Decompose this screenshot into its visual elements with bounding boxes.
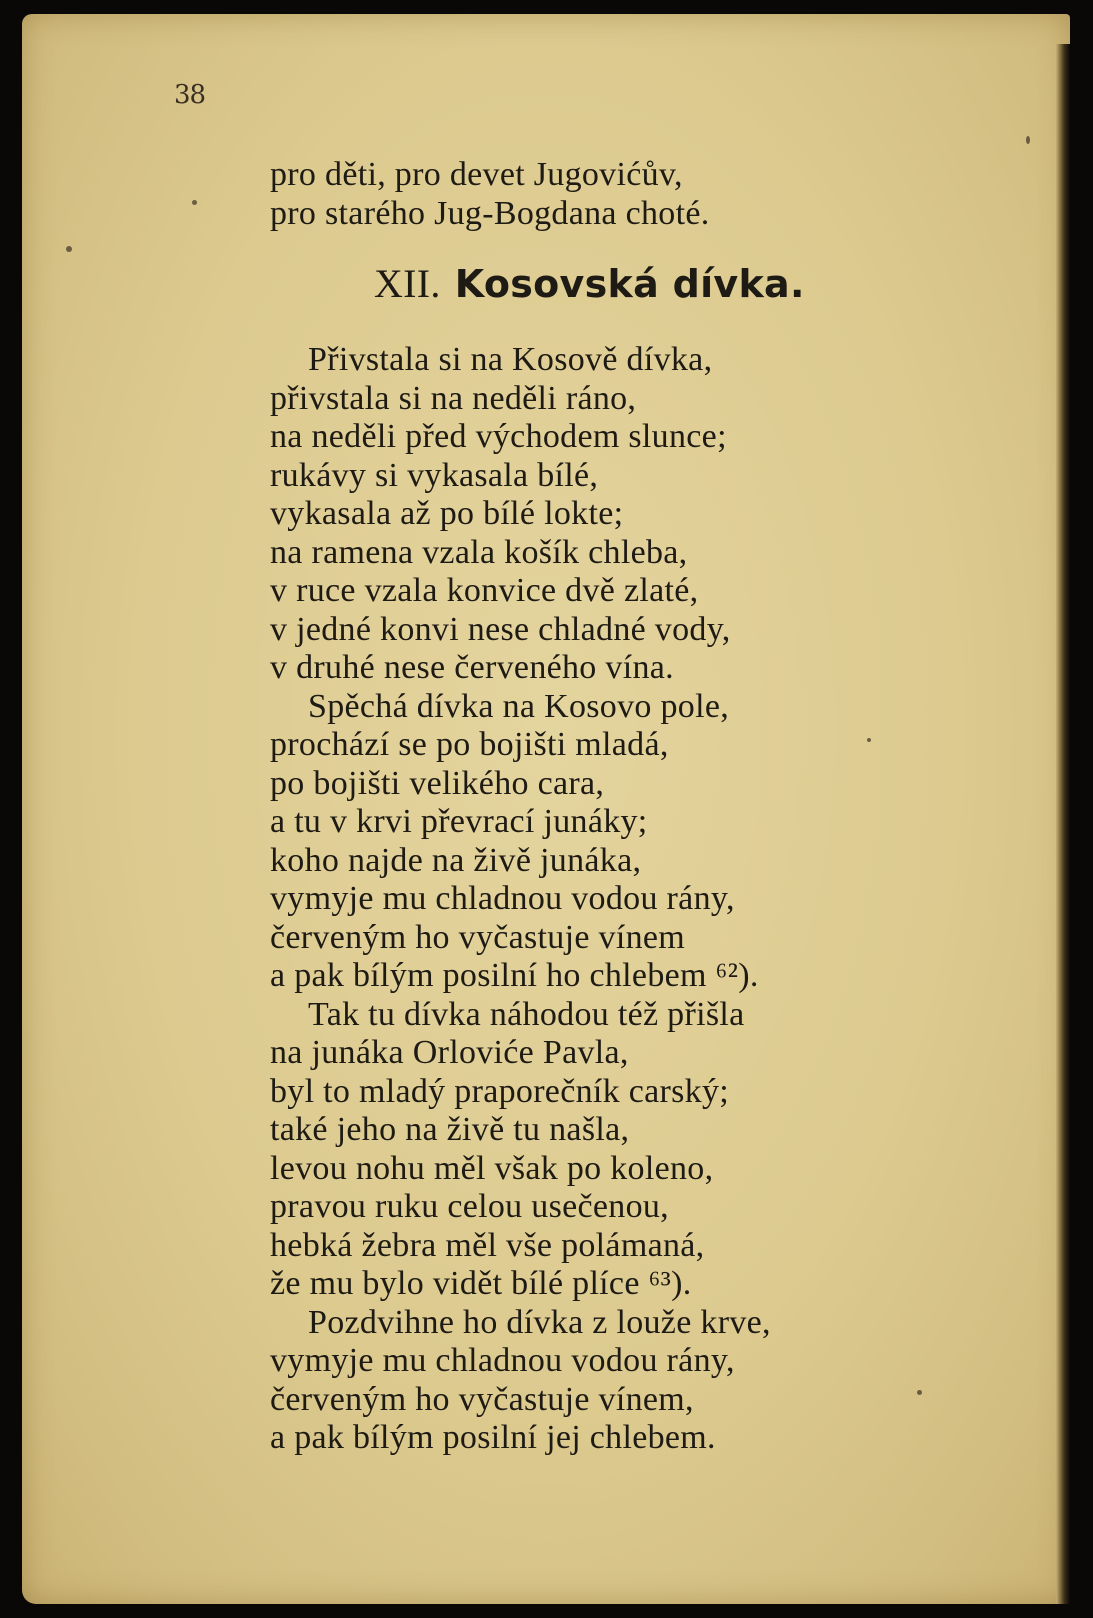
scan-speck (192, 200, 197, 205)
section-heading (270, 255, 970, 313)
verse-line: v ruce vzala konvice dvě zlaté, (270, 572, 699, 609)
stanza-1 (270, 341, 970, 688)
verse-line: pro starého Jug-Bogdana choté. (270, 194, 710, 232)
scan-speck (917, 1390, 922, 1395)
verse-line: rukávy si vykasala bílé, (270, 456, 599, 494)
verse-line: že mu bylo vidět bílé plíce ⁶³). (270, 1265, 692, 1302)
verse-line: vymyje mu chladnou vodou rány, (270, 880, 735, 917)
verse-line: na junáka Orloviće Pavla, (270, 1034, 629, 1071)
page-gutter-shadow (1056, 44, 1070, 1604)
previous-stanza-ending (270, 156, 970, 233)
stanza-3 (270, 996, 970, 1304)
verse-line: na ramena vzala košík chleba, (270, 533, 688, 571)
verse-line: pravou ruku celou usečenou, (270, 1188, 669, 1225)
verse-line: Spěchá dívka na Kosovo pole, (308, 687, 730, 725)
section-number: XII. (374, 261, 441, 306)
verse-line: a pak bílým posilní ho chlebem ⁶²). (270, 957, 759, 994)
verse-line: levou nohu měl však po koleno, (270, 1149, 714, 1187)
scan-speck (66, 246, 72, 252)
verse-line: přivstala si na neděli ráno, (270, 379, 637, 417)
verse-line: červeným ho vyčastuje vínem, (270, 1380, 694, 1418)
verse-line: také jeho na živě tu našla, (270, 1111, 630, 1148)
verse-line: prochází se po bojišti mladá, (270, 726, 669, 763)
scan-speck (1026, 136, 1030, 144)
verse-line: Přivstala si na Kosově dívka, (308, 341, 713, 378)
verse-line: koho najde na živě junáka, (270, 841, 642, 879)
verse-line: pro děti, pro devet Jugovićův, (270, 156, 683, 193)
verse-line: a pak bílým posilní jej chlebem. (270, 1419, 716, 1456)
verse-line: a tu v krvi převrací junáky; (270, 803, 648, 840)
section-title: Kosovská dívka. (454, 262, 805, 306)
book-page (22, 14, 1070, 1604)
poem-text (270, 156, 970, 1458)
verse-line: červeným ho vyčastuje vínem (270, 918, 686, 956)
verse-line: Pozdvihne ho dívka z louže krve, (308, 1303, 771, 1341)
verse-line: v jedné konvi nese chladné vody, (270, 610, 731, 648)
stanza-2 (270, 688, 970, 996)
verse-line: v druhé nese červeného vína. (270, 649, 674, 686)
verse-line: vykasala až po bílé lokte; (270, 495, 624, 532)
verse-line: na neděli před východem slunce; (270, 418, 727, 455)
verse-line: byl to mladý praporečník carský; (270, 1072, 730, 1110)
verse-line: po bojišti velikého cara, (270, 764, 605, 802)
scan-speck (867, 738, 871, 742)
stanza-4 (270, 1304, 970, 1458)
page-number: 38 (174, 80, 206, 110)
verse-line: Tak tu dívka náhodou též přišla (308, 995, 745, 1033)
verse-line: vymyje mu chladnou vodou rány, (270, 1342, 735, 1379)
verse-line: hebká žebra měl vše polámaná, (270, 1226, 705, 1264)
